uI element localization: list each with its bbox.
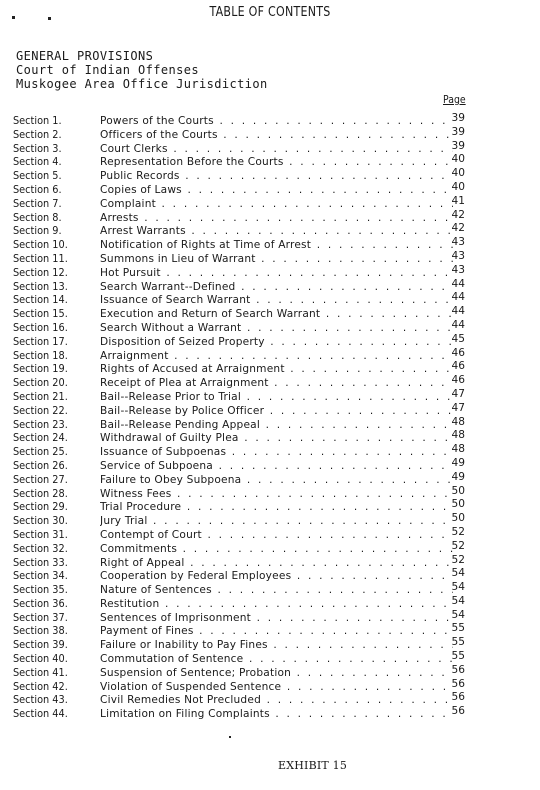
section-number: Section 44. (13, 708, 68, 721)
page-number: 42 (451, 208, 465, 221)
header-line-jurisdiction: Muskogee Area Office Jurisdiction (16, 77, 268, 91)
section-number: Section 14. (13, 294, 68, 307)
section-title: Jury Trial . . . (100, 515, 453, 529)
toc-entry (13, 650, 473, 667)
section-number: Section 30. (13, 515, 68, 528)
page-number: 50 (451, 498, 465, 511)
section-title: Limitation on Filing Complaints . . . (100, 708, 453, 722)
exhibit-label: EXHIBIT 15 (278, 759, 348, 772)
document-header (16, 49, 268, 91)
section-title: Right of Appeal . . . (100, 557, 453, 571)
page-number: 49 (451, 456, 465, 469)
page-number: 50 (451, 484, 465, 497)
section-title: Hot Pursuit . . . (100, 267, 453, 281)
section-title: Receipt of Plea at Arraignment . . . (100, 377, 453, 391)
page-number: 52 (451, 539, 465, 552)
section-title: Arraignment . . . (100, 350, 453, 364)
toc-entry (13, 291, 473, 308)
section-title: Complaint . . . (100, 198, 453, 212)
toc-entry (13, 525, 473, 543)
page-number: 46 (451, 374, 465, 387)
toc-entry (13, 636, 473, 653)
section-number: Section 27. (13, 473, 68, 486)
scan-speck (12, 16, 15, 19)
toc-entry (13, 236, 473, 253)
section-title: Restitution . . . (100, 598, 453, 612)
section-title: Public Records . . . (100, 170, 453, 184)
toc-entry (13, 387, 473, 405)
toc-entry (13, 567, 473, 584)
toc-entry (13, 594, 473, 612)
section-number: Section 33. (13, 556, 68, 569)
section-title: Notification of Rights at Time of Arrest . . . (100, 239, 453, 253)
page-number: 44 (451, 305, 465, 318)
section-number: Section 22. (13, 404, 68, 417)
section-number: Section 4. (13, 156, 62, 169)
section-title: Issuance of Subpoenas . . . (100, 446, 453, 460)
section-title: Commutation of Sentence . . . (100, 653, 453, 667)
section-number: Section 29. (13, 501, 68, 514)
toc-entry (13, 374, 473, 391)
section-number: Section 2. (13, 128, 62, 141)
page-number: 44 (451, 291, 465, 304)
page-number: 44 (451, 277, 465, 290)
section-number: Section 17. (13, 335, 68, 348)
table-of-contents (13, 112, 473, 722)
section-title: Representation Before the Courts . . . (100, 156, 453, 170)
page-number: 56 (451, 663, 465, 676)
page-number: 48 (451, 415, 465, 428)
toc-entry (13, 415, 473, 433)
section-number: Section 8. (13, 211, 62, 224)
section-title: Search Without a Warrant . . . (100, 322, 453, 336)
section-title: Copies of Laws . . . (100, 184, 453, 198)
page-number: 50 (451, 512, 465, 525)
toc-entry (13, 512, 473, 529)
section-title: Withdrawal of Guilty Plea . . . (100, 432, 453, 446)
page-number: 44 (451, 318, 465, 331)
page-number: 54 (451, 581, 465, 594)
page-number: 40 (451, 167, 465, 180)
toc-entry (13, 277, 473, 295)
toc-entry (13, 332, 473, 350)
page-number: 55 (451, 622, 465, 635)
section-number: Section 39. (13, 639, 68, 652)
page-number: 55 (451, 636, 465, 649)
section-number: Section 41. (13, 666, 68, 679)
toc-entry (13, 608, 473, 626)
section-number: Section 16. (13, 321, 68, 334)
section-number: Section 1. (13, 115, 62, 127)
section-number: Section 25. (13, 446, 68, 459)
page-number: 43 (451, 249, 465, 262)
page-number: 56 (451, 677, 465, 690)
toc-entry (13, 153, 473, 170)
toc-entry (13, 305, 473, 322)
section-title: Arrest Warrants . . . (100, 225, 453, 239)
section-number: Section 34. (13, 570, 68, 583)
section-title: Execution and Return of Search Warrant . . . (100, 308, 453, 322)
toc-entry (13, 429, 473, 446)
section-number: Section 12. (13, 266, 68, 279)
toc-entry (13, 691, 473, 708)
section-number: Section 36. (13, 597, 68, 610)
page-number: 55 (451, 650, 465, 663)
toc-entry (13, 318, 473, 336)
section-number: Section 26. (13, 459, 68, 472)
section-title: Bail--Release by Police Officer . . . (100, 405, 453, 419)
page-number: 49 (451, 470, 465, 483)
section-number: Section 42. (13, 680, 68, 693)
section-number: Section 38. (13, 625, 68, 638)
toc-entry (13, 263, 473, 281)
toc-entry (13, 180, 473, 198)
page-number: 56 (451, 691, 465, 704)
toc-entry (13, 249, 473, 267)
header-line-court: Court of Indian Offenses (16, 63, 199, 77)
page-number: 43 (451, 236, 465, 249)
page-number: 40 (451, 180, 465, 193)
section-number: Section 6. (13, 183, 62, 196)
page-number: 41 (451, 194, 465, 207)
toc-entry (13, 456, 473, 474)
section-title: Court Clerks . . . (100, 143, 453, 157)
section-number: Section 19. (13, 363, 68, 376)
section-number: Section 31. (13, 528, 68, 541)
toc-entry (13, 553, 473, 571)
toc-entry (13, 622, 473, 639)
toc-entry (13, 222, 473, 239)
page-title: TABLE OF CONTENTS (209, 4, 331, 20)
page-number: 43 (451, 263, 465, 276)
toc-entry (13, 677, 473, 695)
toc-entry (13, 401, 473, 419)
toc-entry (13, 539, 473, 557)
section-title: Disposition of Seized Property . . . (100, 336, 453, 350)
page-number: 47 (451, 401, 465, 414)
section-title: Bail--Release Prior to Trial . . . (100, 391, 453, 405)
section-number: Section 28. (13, 487, 68, 500)
section-number: Section 35. (13, 584, 68, 597)
page-number: 46 (451, 360, 465, 373)
page-column-label: Page (442, 93, 466, 106)
section-number: Section 7. (13, 197, 62, 210)
section-title: Commitments . . . (100, 543, 453, 557)
section-number: Section 43. (13, 694, 68, 707)
section-title: Failure or Inability to Pay Fines . . . (100, 639, 453, 653)
page-number: 54 (451, 608, 465, 621)
toc-entry (13, 498, 473, 515)
section-number: Section 3. (13, 142, 62, 155)
page-number: 45 (451, 332, 465, 345)
toc-entry (13, 470, 473, 488)
section-title: Payment of Fines . . . (100, 625, 453, 639)
section-number: Section 18. (13, 349, 68, 362)
toc-entry (13, 208, 473, 226)
page-number: 52 (451, 525, 465, 538)
section-number: Section 40. (13, 653, 68, 666)
section-number: Section 23. (13, 418, 68, 431)
page-number: 56 (451, 705, 465, 718)
page-number: 46 (451, 346, 465, 359)
section-number: Section 15. (13, 308, 68, 321)
section-number: Section 32. (13, 542, 68, 555)
page-number: 48 (451, 429, 465, 442)
page-number: 39 (451, 125, 465, 138)
page-number: 54 (451, 567, 465, 580)
toc-entry (13, 484, 473, 502)
toc-entry (13, 443, 473, 460)
header-line-general-provisions: GENERAL PROVISIONS (16, 49, 154, 63)
section-number: Section 10. (13, 239, 68, 252)
section-title: Contempt of Court . . . (100, 529, 453, 543)
section-number: Section 9. (13, 225, 62, 238)
toc-entry (13, 346, 473, 364)
toc-entry (13, 112, 473, 129)
section-title: Issuance of Search Warrant . . . (100, 294, 453, 308)
page-number: 47 (451, 387, 465, 400)
section-title: Powers of the Courts . . . (100, 115, 453, 129)
page-number: 48 (451, 443, 465, 456)
section-title: Suspension of Sentence; Probation . . . (100, 667, 453, 681)
toc-entry (13, 705, 473, 722)
section-title: Summons in Lieu of Warrant . . . (100, 253, 453, 267)
section-title: Search Warrant--Defined . . . (100, 281, 453, 295)
section-title: Trial Procedure . . . (100, 501, 453, 515)
page-number: 42 (451, 222, 465, 235)
scan-speck (229, 736, 231, 738)
page-number: 39 (451, 139, 465, 152)
section-title: Sentences of Imprisonment . . . (100, 612, 453, 626)
section-number: Section 5. (13, 170, 62, 183)
section-title: Rights of Accused at Arraignment . . . (100, 363, 453, 377)
section-title: Officers of the Courts . . . (100, 129, 453, 143)
section-title: Arrests . . . (100, 212, 453, 226)
section-number: Section 11. (13, 252, 68, 265)
page-number: 54 (451, 594, 465, 607)
section-title: Violation of Suspended Sentence . . . (100, 681, 453, 695)
section-number: Section 24. (13, 432, 68, 445)
page-number: 39 (451, 112, 465, 124)
toc-entry (13, 194, 473, 212)
toc-entry (13, 167, 473, 184)
section-title: Cooperation by Federal Employees . . . (100, 570, 453, 584)
section-title: Witness Fees . . . (100, 488, 453, 502)
section-title: Nature of Sentences . . . (100, 584, 453, 598)
toc-entry (13, 139, 473, 157)
toc-entry (13, 581, 473, 598)
section-number: Section 20. (13, 377, 68, 390)
section-number: Section 21. (13, 390, 68, 403)
toc-entry (13, 360, 473, 377)
section-number: Section 37. (13, 611, 68, 624)
section-title: Bail--Release Pending Appeal . . . (100, 419, 453, 433)
section-title: Service of Subpoena . . . (100, 460, 453, 474)
section-title: Civil Remedies Not Precluded . . . (100, 694, 453, 708)
page-number: 52 (451, 553, 465, 566)
section-number: Section 13. (13, 280, 68, 293)
page-number: 40 (451, 153, 465, 166)
section-title: Failure to Obey Subpoena . . . (100, 474, 453, 488)
toc-entry (13, 125, 473, 143)
toc-entry (13, 663, 473, 681)
